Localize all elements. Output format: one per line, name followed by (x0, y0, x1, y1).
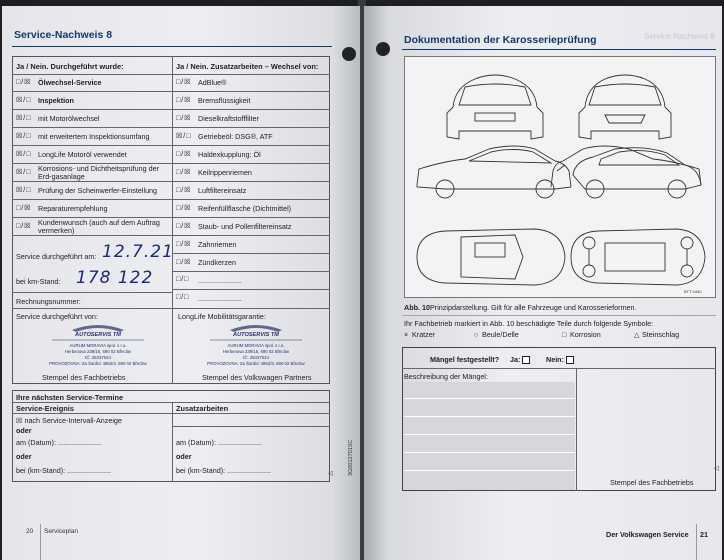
header-divider (12, 74, 330, 75)
symbol-mark: □ (562, 330, 567, 339)
no-label (546, 355, 574, 364)
extra-work-label: Bremsflüssigkeit (198, 96, 251, 105)
checkbox-pair[interactable]: □/☒ (176, 169, 192, 176)
car-diagram (405, 57, 715, 297)
dealer-stamp (190, 320, 322, 370)
stamp-name: AUTOSERVIS TM (75, 332, 121, 338)
next-col1-header: Service-Ereignis (16, 404, 74, 413)
service-date-label: Service durchgeführt am: (16, 252, 97, 261)
service-item-label: Prüfung der Scheinwerfer-Einstellung (38, 186, 158, 195)
yes-checkbox[interactable] (522, 356, 530, 364)
stamp-caption: Stempel des Fachbetriebs (610, 478, 694, 487)
punch-hole (342, 47, 356, 61)
stamp-name: AUTOSERVIS TM (233, 332, 279, 338)
service-item-label: Kundenwunsch (auch auf dem Auftrag vermerken) (38, 218, 160, 235)
triangle-icon: ◁ (714, 465, 719, 472)
description-label: Beschreibung der Mängel: (404, 372, 488, 381)
checkbox-pair[interactable]: □/☒ (176, 223, 192, 230)
checkbox-pair[interactable]: □/☒ (176, 187, 192, 194)
next-service-field[interactable]: am (Datum): ...................... (16, 438, 102, 447)
page-number: 21 (700, 530, 708, 539)
service-item-label: mit Motorölwechsel (38, 114, 100, 123)
checkbox-pair[interactable]: □/☒ (176, 205, 192, 212)
service-item-label: mit erweitertem Inspektionsumfang (38, 132, 150, 141)
right-page (364, 6, 722, 560)
title-rule (402, 49, 716, 50)
service-date-value: 12.7.21 (102, 242, 174, 262)
symbol-label: Beule/Delle (482, 330, 519, 339)
performed-by-label: Service durchgeführt von: (16, 312, 98, 321)
next-service-field[interactable]: ☒ nach Service-Intervall-Anzeige (16, 416, 122, 425)
punch-hole (376, 42, 390, 56)
service-item-label: LongLife Motoröl verwendet (38, 150, 127, 159)
column-divider (172, 56, 173, 384)
next-service-field: oder (176, 452, 192, 461)
stamp-line: PROVOZOVNA: Za Šardicí 4853/3, 690 02 Břeclav (49, 361, 147, 366)
longlife-label: LongLife Mobilitätsgarantie: (178, 312, 266, 321)
service-item-label: Reparaturempfehlung (38, 204, 108, 213)
km-label: bei km-Stand: (16, 277, 61, 286)
extra-work-label: AdBlue® (198, 78, 227, 87)
row-divider (12, 109, 172, 110)
row-divider (12, 308, 330, 309)
checkbox-pair[interactable]: □/☒ (16, 205, 32, 212)
checkbox-pair[interactable]: ☒/□ (16, 151, 32, 158)
symbol-mark: △ (634, 330, 640, 339)
write-line (404, 452, 575, 453)
row-divider (12, 91, 172, 92)
extra-work-label: Dieselkraftstofffilter (198, 114, 259, 123)
row-divider (12, 402, 330, 403)
stamp-line: PROVOZOVNA: Za Šardicí 4853/3, 690 02 Břeclav (207, 361, 305, 366)
next-service-field[interactable]: bei (km-Stand): ...................... (16, 466, 112, 475)
checkbox-pair[interactable]: □/☒ (176, 97, 192, 104)
row-divider (12, 199, 172, 200)
row-divider (12, 145, 172, 146)
checkbox-pair[interactable]: □/☒ (16, 223, 32, 230)
fig-code: BTT-0440 (684, 289, 702, 294)
write-line (404, 398, 575, 399)
extra-work-label: Zündkerzen (198, 258, 236, 267)
yes-label-text: Ja: (510, 355, 521, 364)
no-label-text: Nein: (546, 355, 564, 364)
column-divider (172, 402, 173, 482)
extra-work-label: ...................... (198, 276, 242, 285)
checkbox-pair[interactable]: □/☒ (176, 259, 192, 266)
write-line (404, 416, 575, 417)
next-service-field[interactable]: am (Datum): ...................... (176, 438, 262, 447)
side-code: 3G0012701SC (348, 439, 354, 476)
row-divider (12, 127, 172, 128)
page-number: 20 (26, 528, 34, 535)
service-item-label: Ölwechsel-Service (38, 78, 102, 87)
checkbox-pair[interactable]: □/☒ (16, 79, 32, 86)
stamp-line: IČ: 25337024 (85, 355, 111, 360)
row-divider (172, 426, 330, 427)
row-divider (172, 271, 330, 272)
no-checkbox[interactable] (566, 356, 574, 364)
checkbox-pair[interactable]: ☒/□ (176, 133, 192, 140)
symbol-label: Steinschlag (642, 330, 680, 339)
title-rule (12, 46, 332, 47)
instruction-text: Ihr Fachbetrieb markiert in Abb. 10 beschädigte Teile durch folgende Symbole: (404, 319, 654, 328)
km-value: 178 122 (76, 268, 154, 288)
page-title: Service-Nachweis 8 (14, 29, 113, 41)
checkbox-pair[interactable]: □/☒ (176, 79, 192, 86)
service-item-label: Inspektion (38, 96, 74, 105)
extra-work-label: Zahnriemen (198, 240, 237, 249)
page-title: Dokumentation der Karosserieprüfung (404, 34, 597, 46)
fig-label: Abb. 10 (404, 303, 430, 312)
row-divider (172, 163, 330, 164)
stamp-line: IČ: 25337024 (243, 355, 269, 360)
checkbox-pair[interactable]: □/☒ (176, 115, 192, 122)
col1-header: Ja / Nein. Durchgeführt wurde: (16, 62, 124, 71)
checkbox-pair[interactable]: ☒/□ (16, 187, 32, 194)
row-divider (172, 127, 330, 128)
symbol-label: Kratzer (412, 330, 436, 339)
row-divider (172, 181, 330, 182)
yes-label (510, 355, 530, 364)
stamp-caption: Stempel des Fachbetriebs (42, 373, 126, 382)
column-divider (576, 368, 577, 491)
left-page (2, 6, 360, 560)
checkbox-pair[interactable]: ☒/□ (16, 97, 32, 104)
extra-work-label: Reifenfüllflasche (Dichtmittel) (198, 204, 292, 213)
stamp-line: Herbenova 239/15, 690 02 Břeclav (64, 349, 132, 354)
row-divider (12, 292, 172, 293)
fig-caption: Prinzipdarstellung. Gilt für alle Fahrzeuge und Karosserieformen. (430, 303, 637, 312)
service-item-label: Korrosions- und Dichtheitsprüfung der Erd-gasanlage (38, 164, 160, 181)
car-figure (404, 56, 716, 298)
next-service-title: Ihre nächsten Service-Termine (16, 393, 124, 402)
symbol-mark: ○ (474, 330, 479, 339)
row-divider (12, 181, 172, 182)
extra-work-label: ...................... (198, 294, 242, 303)
extra-work-label: Getriebeöl: DSG®, ATF (198, 132, 273, 141)
next-col2-header: Zusatzarbeiten (176, 404, 229, 413)
triangle-icon: ◁ (328, 470, 333, 477)
extra-work-label: Keilrippenriemen (198, 168, 252, 177)
row-divider (172, 199, 330, 200)
row-divider (172, 145, 330, 146)
row-divider (402, 368, 716, 369)
checkbox-pair[interactable]: ☒/□ (16, 169, 32, 176)
footer-brand: Der Volkswagen Service (606, 530, 689, 539)
dealer-stamp (32, 320, 164, 370)
row-divider (172, 91, 330, 92)
defects-label: Mängel festgestellt? (430, 355, 500, 364)
write-line (404, 434, 575, 435)
symbol-label: Korrosion (570, 330, 601, 339)
checkbox-pair[interactable]: □/☒ (176, 151, 192, 158)
caption-rule (402, 315, 716, 316)
symbol-mark: × (404, 330, 409, 339)
next-service-field: oder (16, 452, 32, 461)
row-divider (172, 289, 330, 290)
col2-header: Ja / Nein. Zusatzarbeiten – Wechsel von: (176, 62, 319, 71)
footer-divider (40, 524, 41, 560)
checkbox-pair[interactable]: ☒/□ (16, 115, 32, 122)
footer-divider (696, 524, 697, 560)
extra-work-label: Staub- und Pollenfiltereinsatz (198, 222, 292, 231)
checkbox-pair[interactable]: □/□ (176, 294, 190, 301)
row-divider (172, 253, 330, 254)
stamp-line: AURUM MORAVIA spol. s r.o. (227, 343, 285, 348)
checkbox-pair[interactable]: ☒/□ (16, 133, 32, 140)
faint-header: Service-Nachweis 8 (644, 32, 715, 41)
invoice-label: Rechnungsnummer: (16, 297, 81, 306)
footer-label: Serviceplan (44, 528, 78, 535)
stamp-line: AURUM MORAVIA spol. s r.o. (69, 343, 127, 348)
extra-work-label: Luftfiltereinsatz (198, 186, 247, 195)
stamp-line: Herbenova 239/15, 690 02 Břeclav (222, 349, 290, 354)
write-line (404, 470, 575, 471)
next-service-field[interactable]: bei (km-Stand): ...................... (176, 466, 272, 475)
vw-stamp-caption: Stempel des Volkswagen Partners (202, 373, 312, 382)
next-service-field: oder (16, 426, 32, 435)
row-divider (172, 109, 330, 110)
checkbox-pair[interactable]: □/□ (176, 276, 190, 283)
extra-work-label: Haldexkupplung: Öl (198, 150, 261, 159)
row-divider (12, 235, 172, 236)
row-divider (12, 413, 330, 414)
checkbox-pair[interactable]: □/☒ (176, 241, 192, 248)
row-divider (172, 217, 330, 218)
row-divider (172, 235, 330, 236)
